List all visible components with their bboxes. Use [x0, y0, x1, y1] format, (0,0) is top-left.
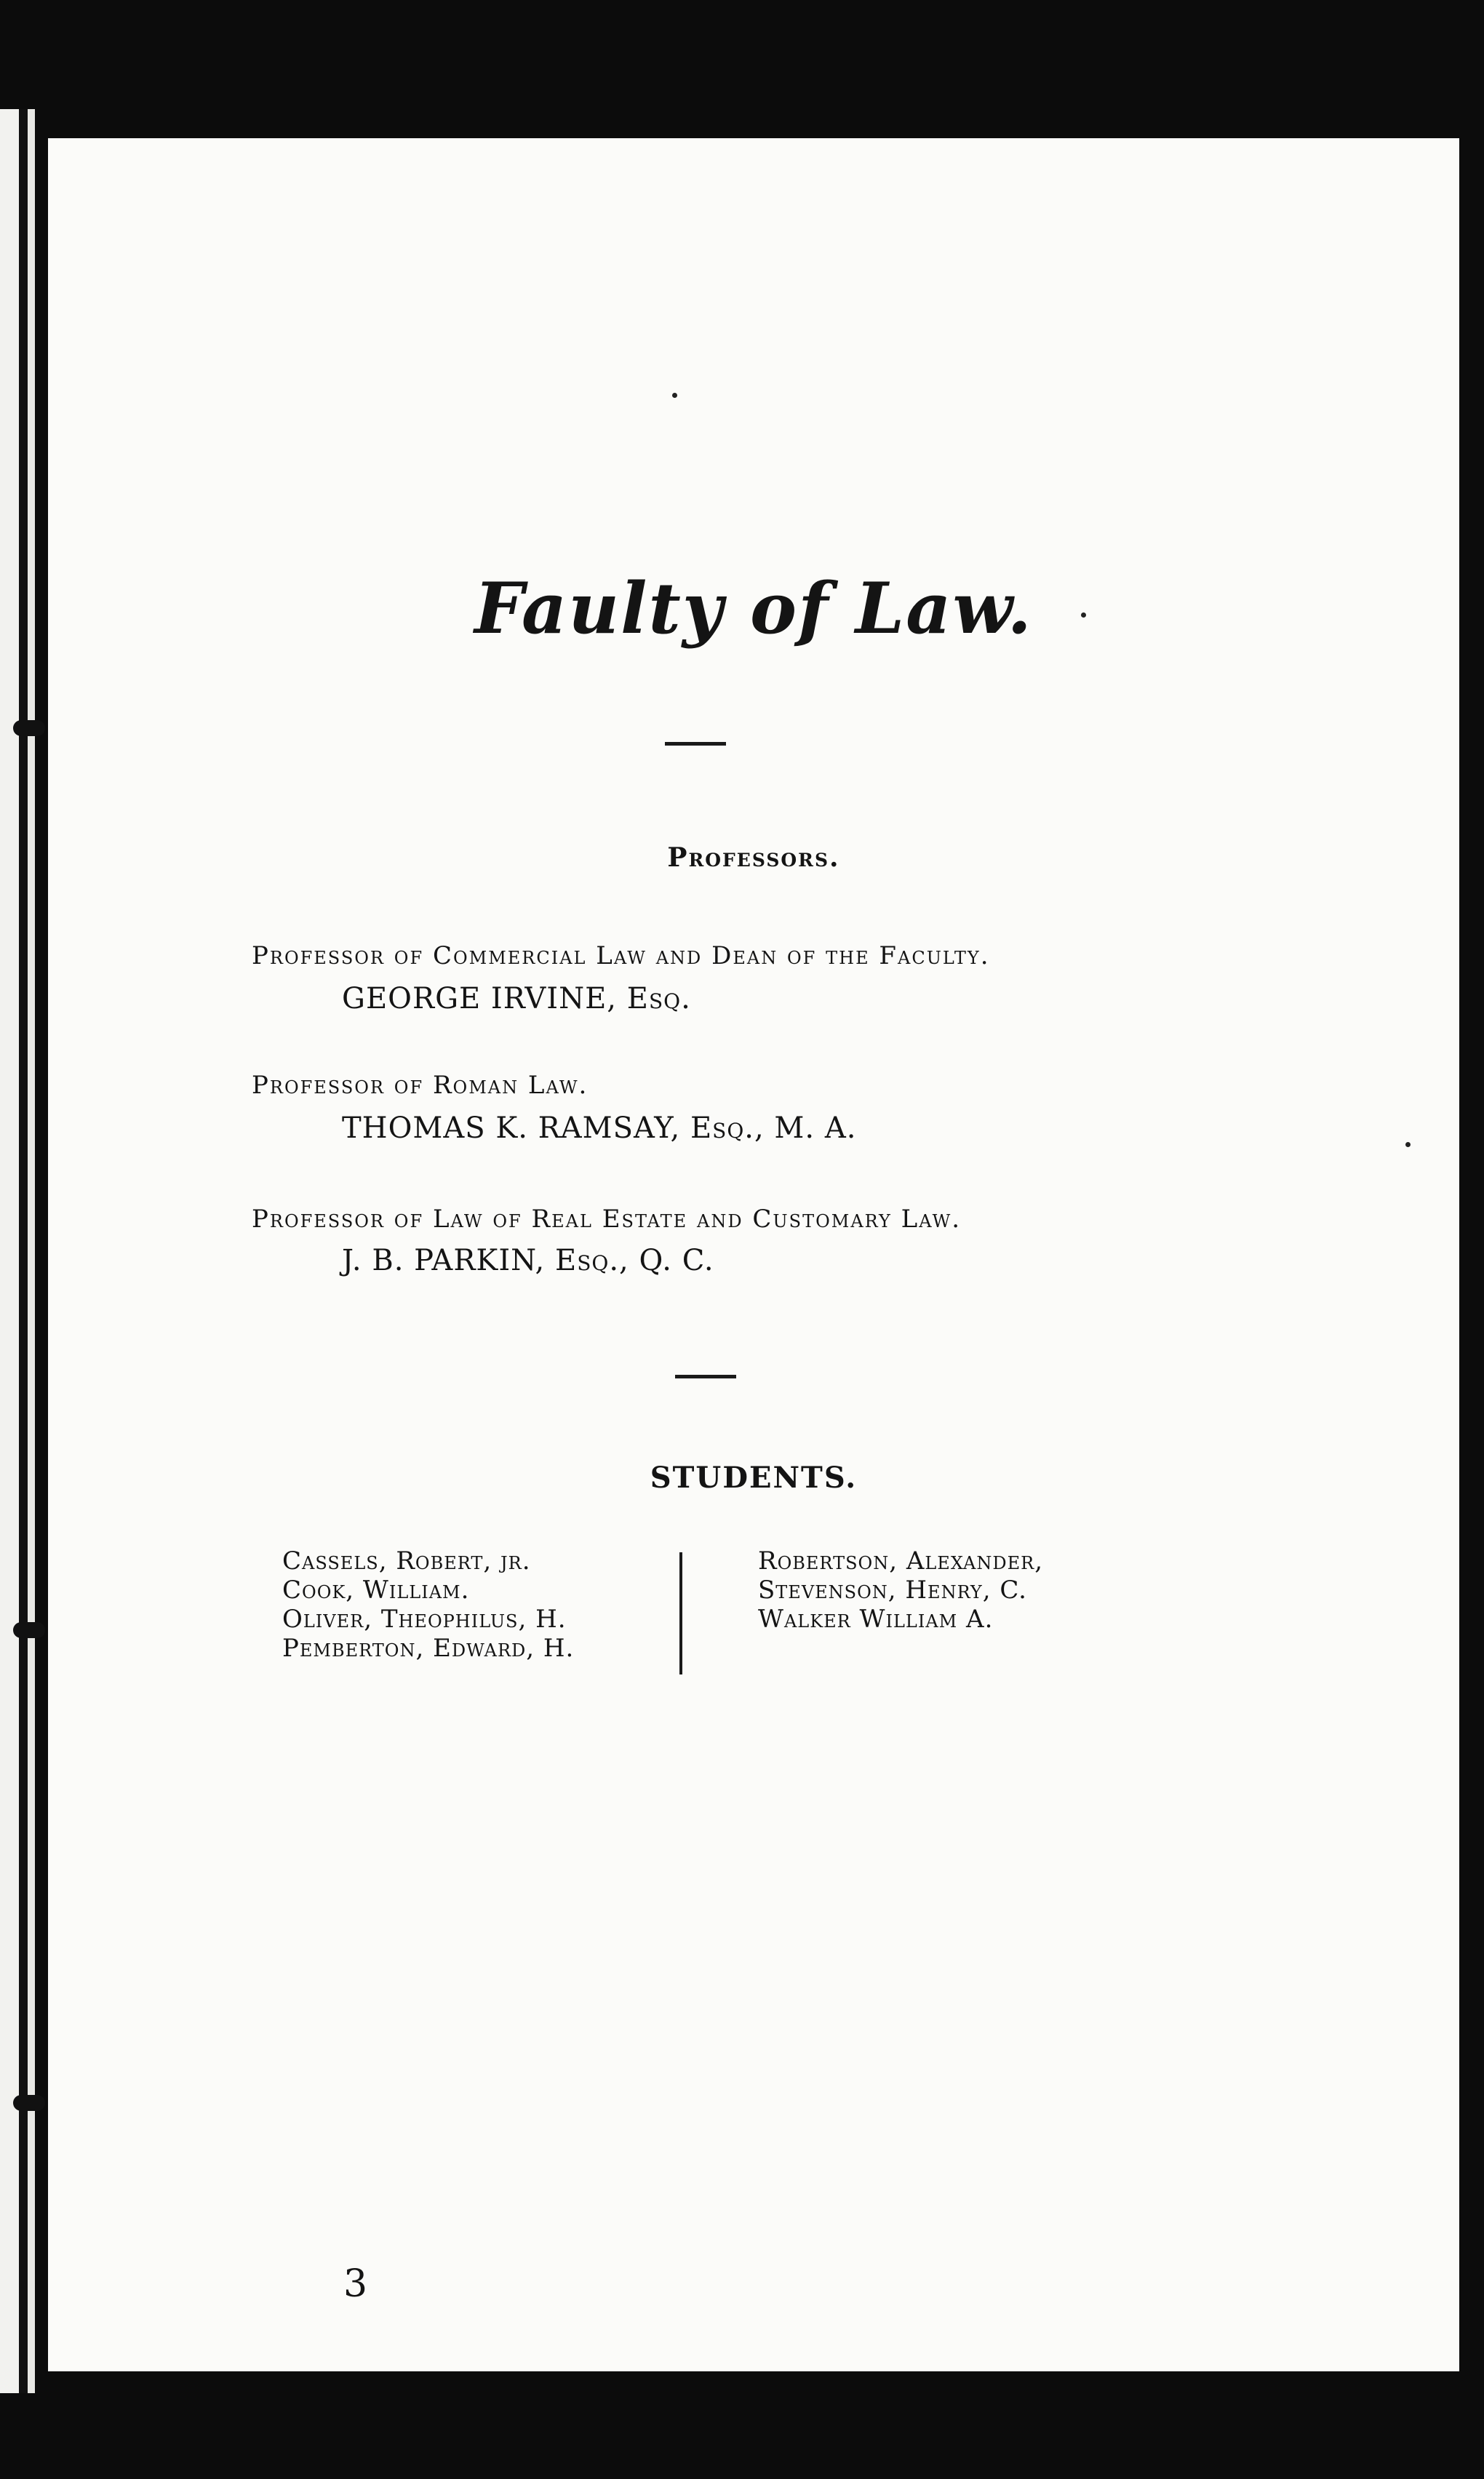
professor-name-ramsay — [342, 1111, 856, 1145]
professor-suffix: Esq., Q. C. — [555, 1244, 714, 1277]
professor-name: THOMAS K. RAMSAY, — [342, 1111, 681, 1145]
binding-thread-mark — [13, 1622, 45, 1638]
column-divider — [679, 1552, 682, 1674]
page-number: 3 — [343, 2262, 368, 2306]
student-name: Stevenson, Henry, C. — [758, 1576, 1027, 1605]
student-name: Cook, William. — [282, 1576, 470, 1605]
professor-name: J. B. PARKIN, — [342, 1244, 546, 1277]
students-list-right — [758, 1546, 1043, 1634]
professor-suffix: Esq. — [626, 982, 691, 1015]
student-name: Cassels, Robert, jr. — [282, 1546, 531, 1576]
section-rule — [675, 1375, 736, 1378]
binding-thread-mark — [13, 720, 45, 736]
students-heading: STUDENTS. — [650, 1461, 858, 1495]
professor-suffix: Esq., M. A. — [690, 1111, 857, 1145]
ink-speck — [672, 393, 677, 398]
student-name: Pemberton, Edward, H. — [282, 1634, 575, 1663]
student-name: Robertson, Alexander, — [758, 1546, 1044, 1576]
professor-name: GEORGE IRVINE, — [342, 982, 618, 1015]
student-name: Walker William A. — [758, 1605, 994, 1634]
book-binding-edge — [0, 109, 35, 2393]
professor-name-parkin — [342, 1244, 714, 1277]
ink-speck — [1405, 1142, 1411, 1147]
chair-title-real-estate-law: Professor of Law of Real Estate and Customary Law. — [252, 1205, 962, 1234]
professor-name-irvine — [342, 982, 691, 1015]
title-rule — [665, 742, 726, 746]
book-page — [48, 138, 1459, 2371]
professors-heading: Professors. — [667, 842, 840, 873]
binding-thread-mark — [13, 2095, 45, 2111]
students-list-left — [282, 1546, 574, 1663]
student-name: Oliver, Theophilus, H. — [282, 1605, 567, 1634]
chair-title-roman-law: Professor of Roman Law. — [252, 1071, 589, 1100]
faculty-title: Faulty of Law. — [474, 567, 1033, 650]
chair-title-commercial-law: Professor of Commercial Law and Dean of the Faculty. — [252, 941, 990, 970]
